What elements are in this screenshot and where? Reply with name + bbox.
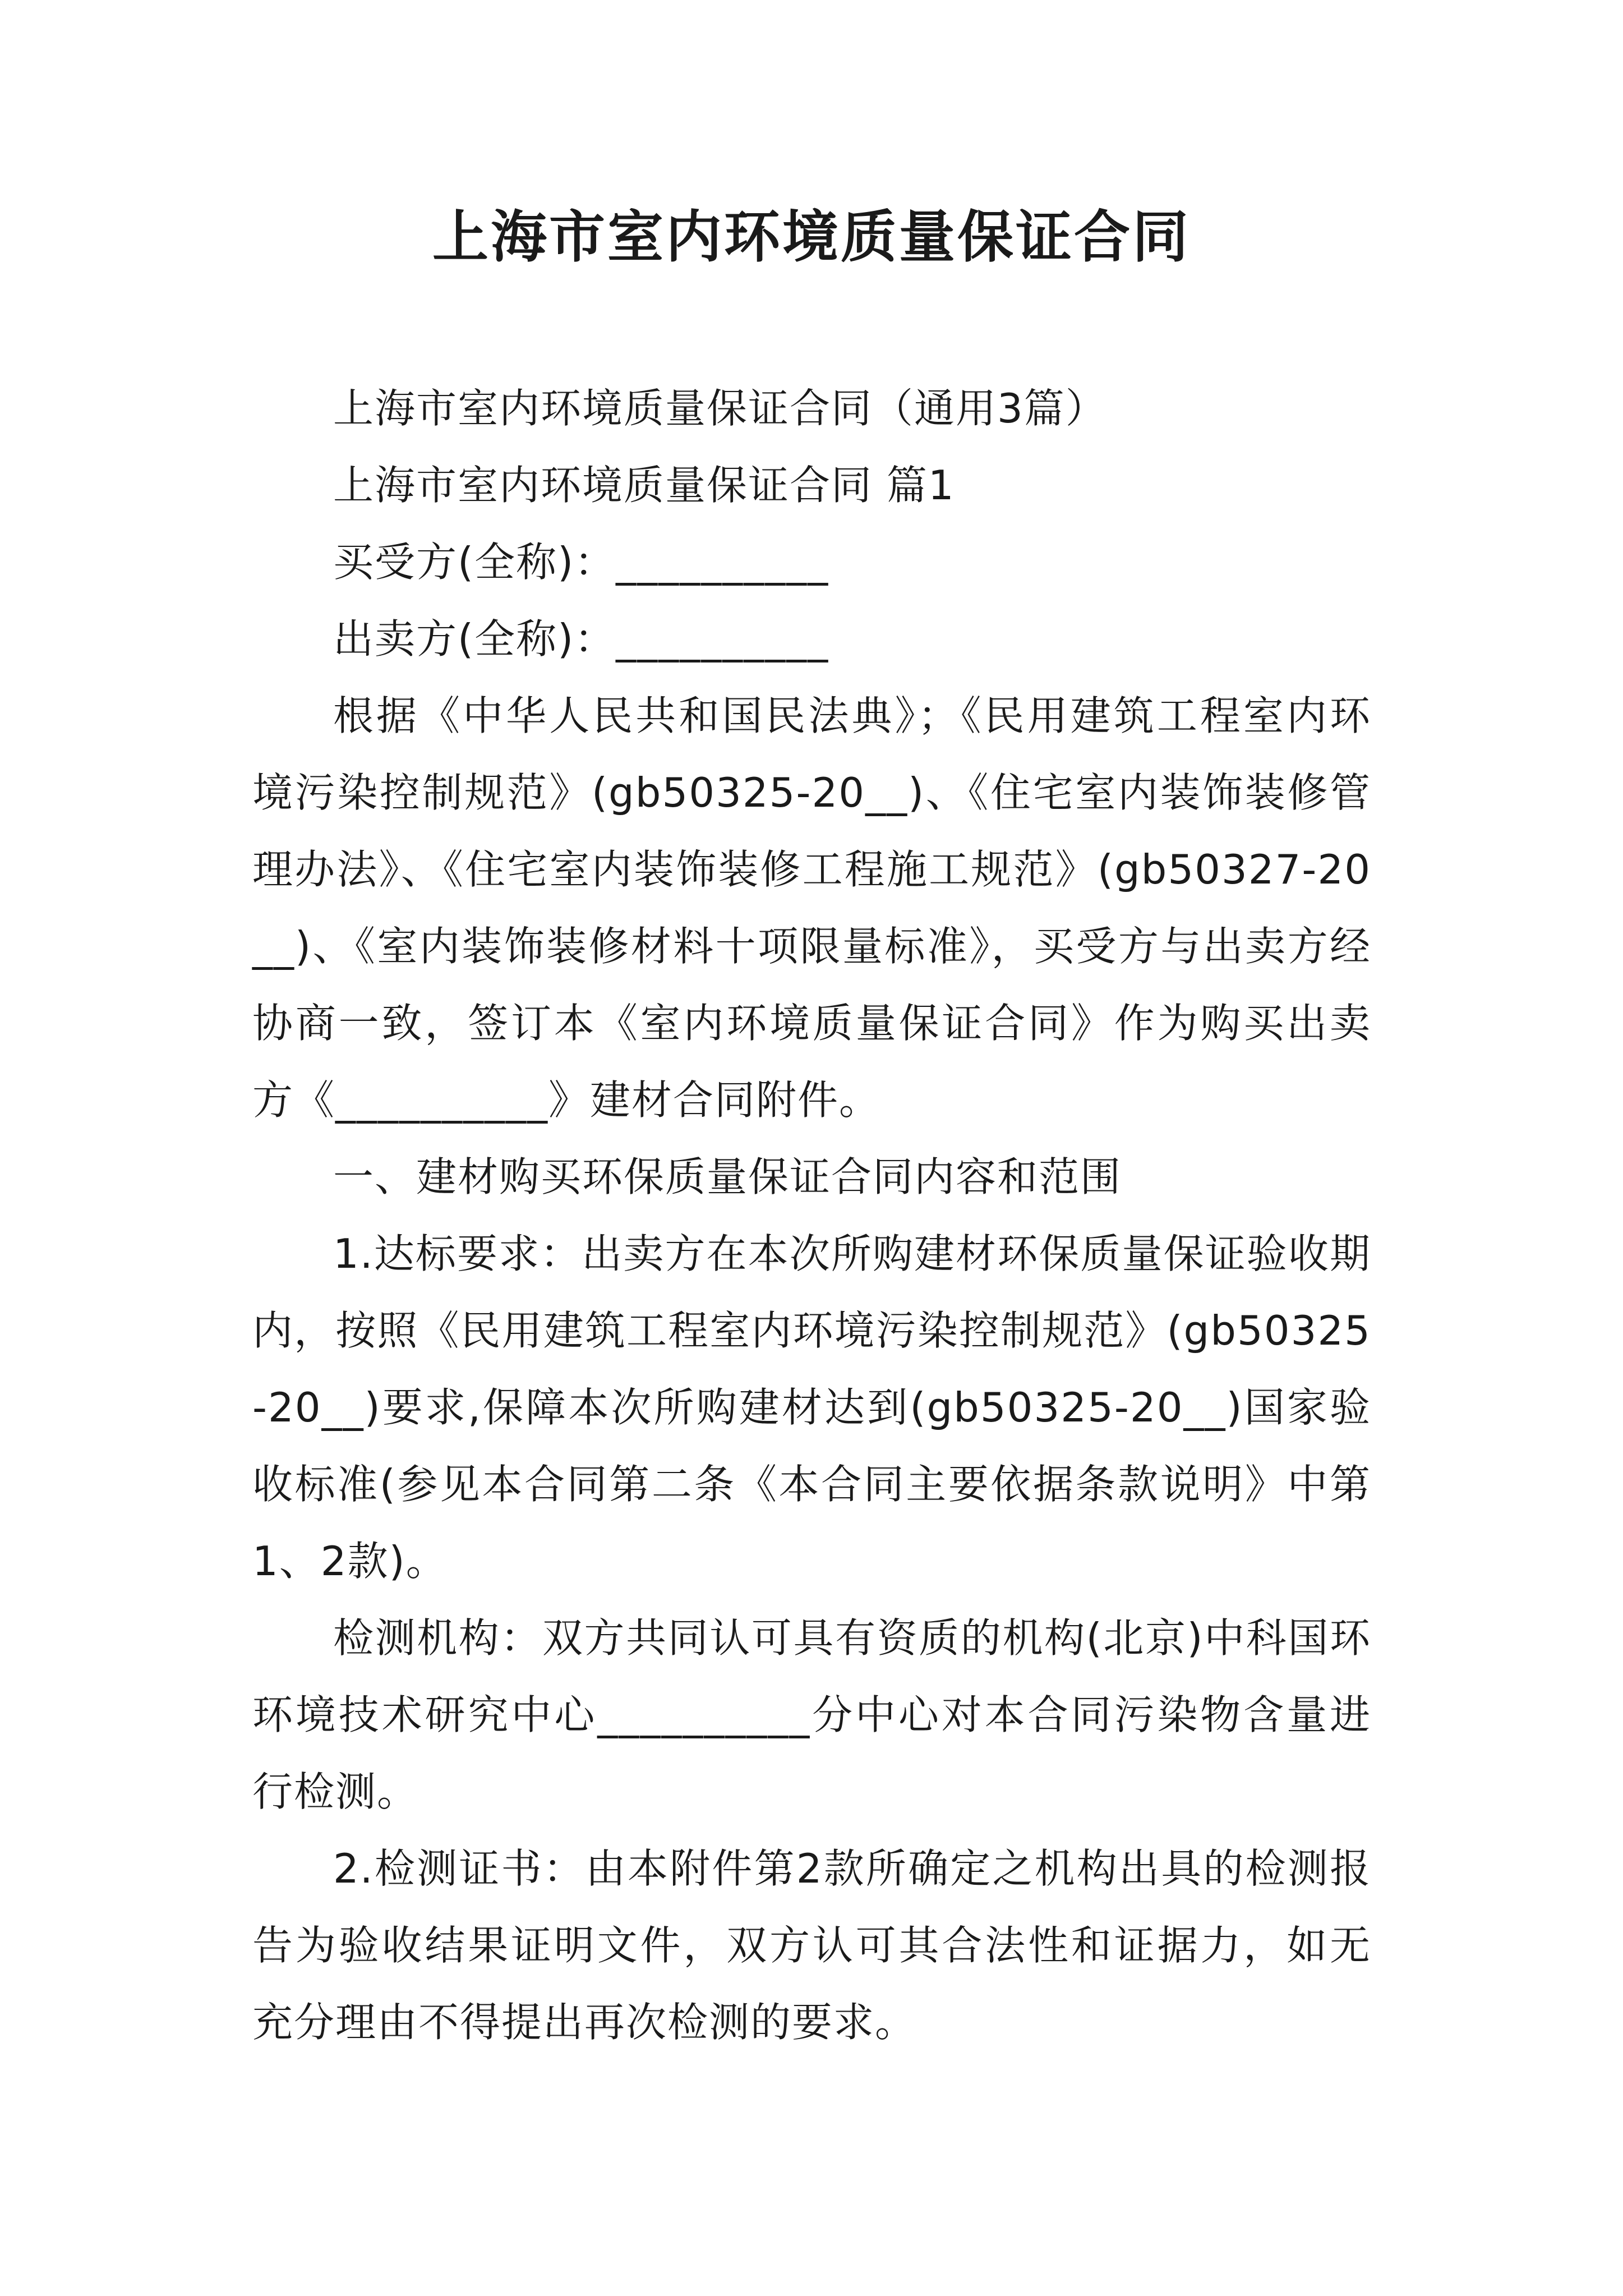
paragraph-clause-2: 2.检测证书：由本附件第2款所确定之机构出具的检测报告为验收结果证明文件，双方认可其合法性和证据力，如无充分理由不得提出再次检测的要求。 bbox=[252, 1845, 1371, 2046]
paragraph-basis: 根据《中华人民共和国民法典》；《民用建筑工程室内环境污染控制规范》(gb50325-20__)、《住宅室内装饰装修管理办法》、《住宅室内装饰装修工程施工规范》(gb50327-20__)、《室内装饰装修材料十项限量标准》，买受方与出卖方经协商一致，签订本《室内环境质量保证合同》作为购买出卖方《__________》建材合同附件。 bbox=[252, 692, 1371, 1124]
paragraph-testing-agency: 检测机构：双方共同认可具有资质的机构(北京)中科国环环境技术研究中心__________分中心对本合同污染物含量进行检测。 bbox=[252, 1614, 1371, 1815]
paragraph-section-one-heading: 一、建材购买环保质量保证合同内容和范围 bbox=[333, 1153, 1122, 1200]
paragraph-doc-heading: 上海市室内环境质量保证合同（通用3篇） bbox=[333, 385, 1107, 432]
paragraph-seller: 出卖方(全称)：__________ bbox=[333, 615, 829, 662]
paragraph-part-heading: 上海市室内环境质量保证合同 篇1 bbox=[333, 462, 955, 509]
paragraph-buyer: 买受方(全称)：__________ bbox=[333, 539, 829, 586]
document-title: 上海市室内环境质量保证合同 bbox=[432, 204, 1191, 270]
paragraph-clause-1: 1.达标要求：出卖方在本次所购建材环保质量保证验收期内，按照《民用建筑工程室内环境污染控制规范》(gb50325-20__)要求,保障本次所购建材达到(gb50325-20__)国家验收标准(参见本合同第二条《本合同主要依据条款说明》中第1、2款)。 bbox=[252, 1230, 1371, 1585]
document-body bbox=[252, 370, 1371, 2061]
